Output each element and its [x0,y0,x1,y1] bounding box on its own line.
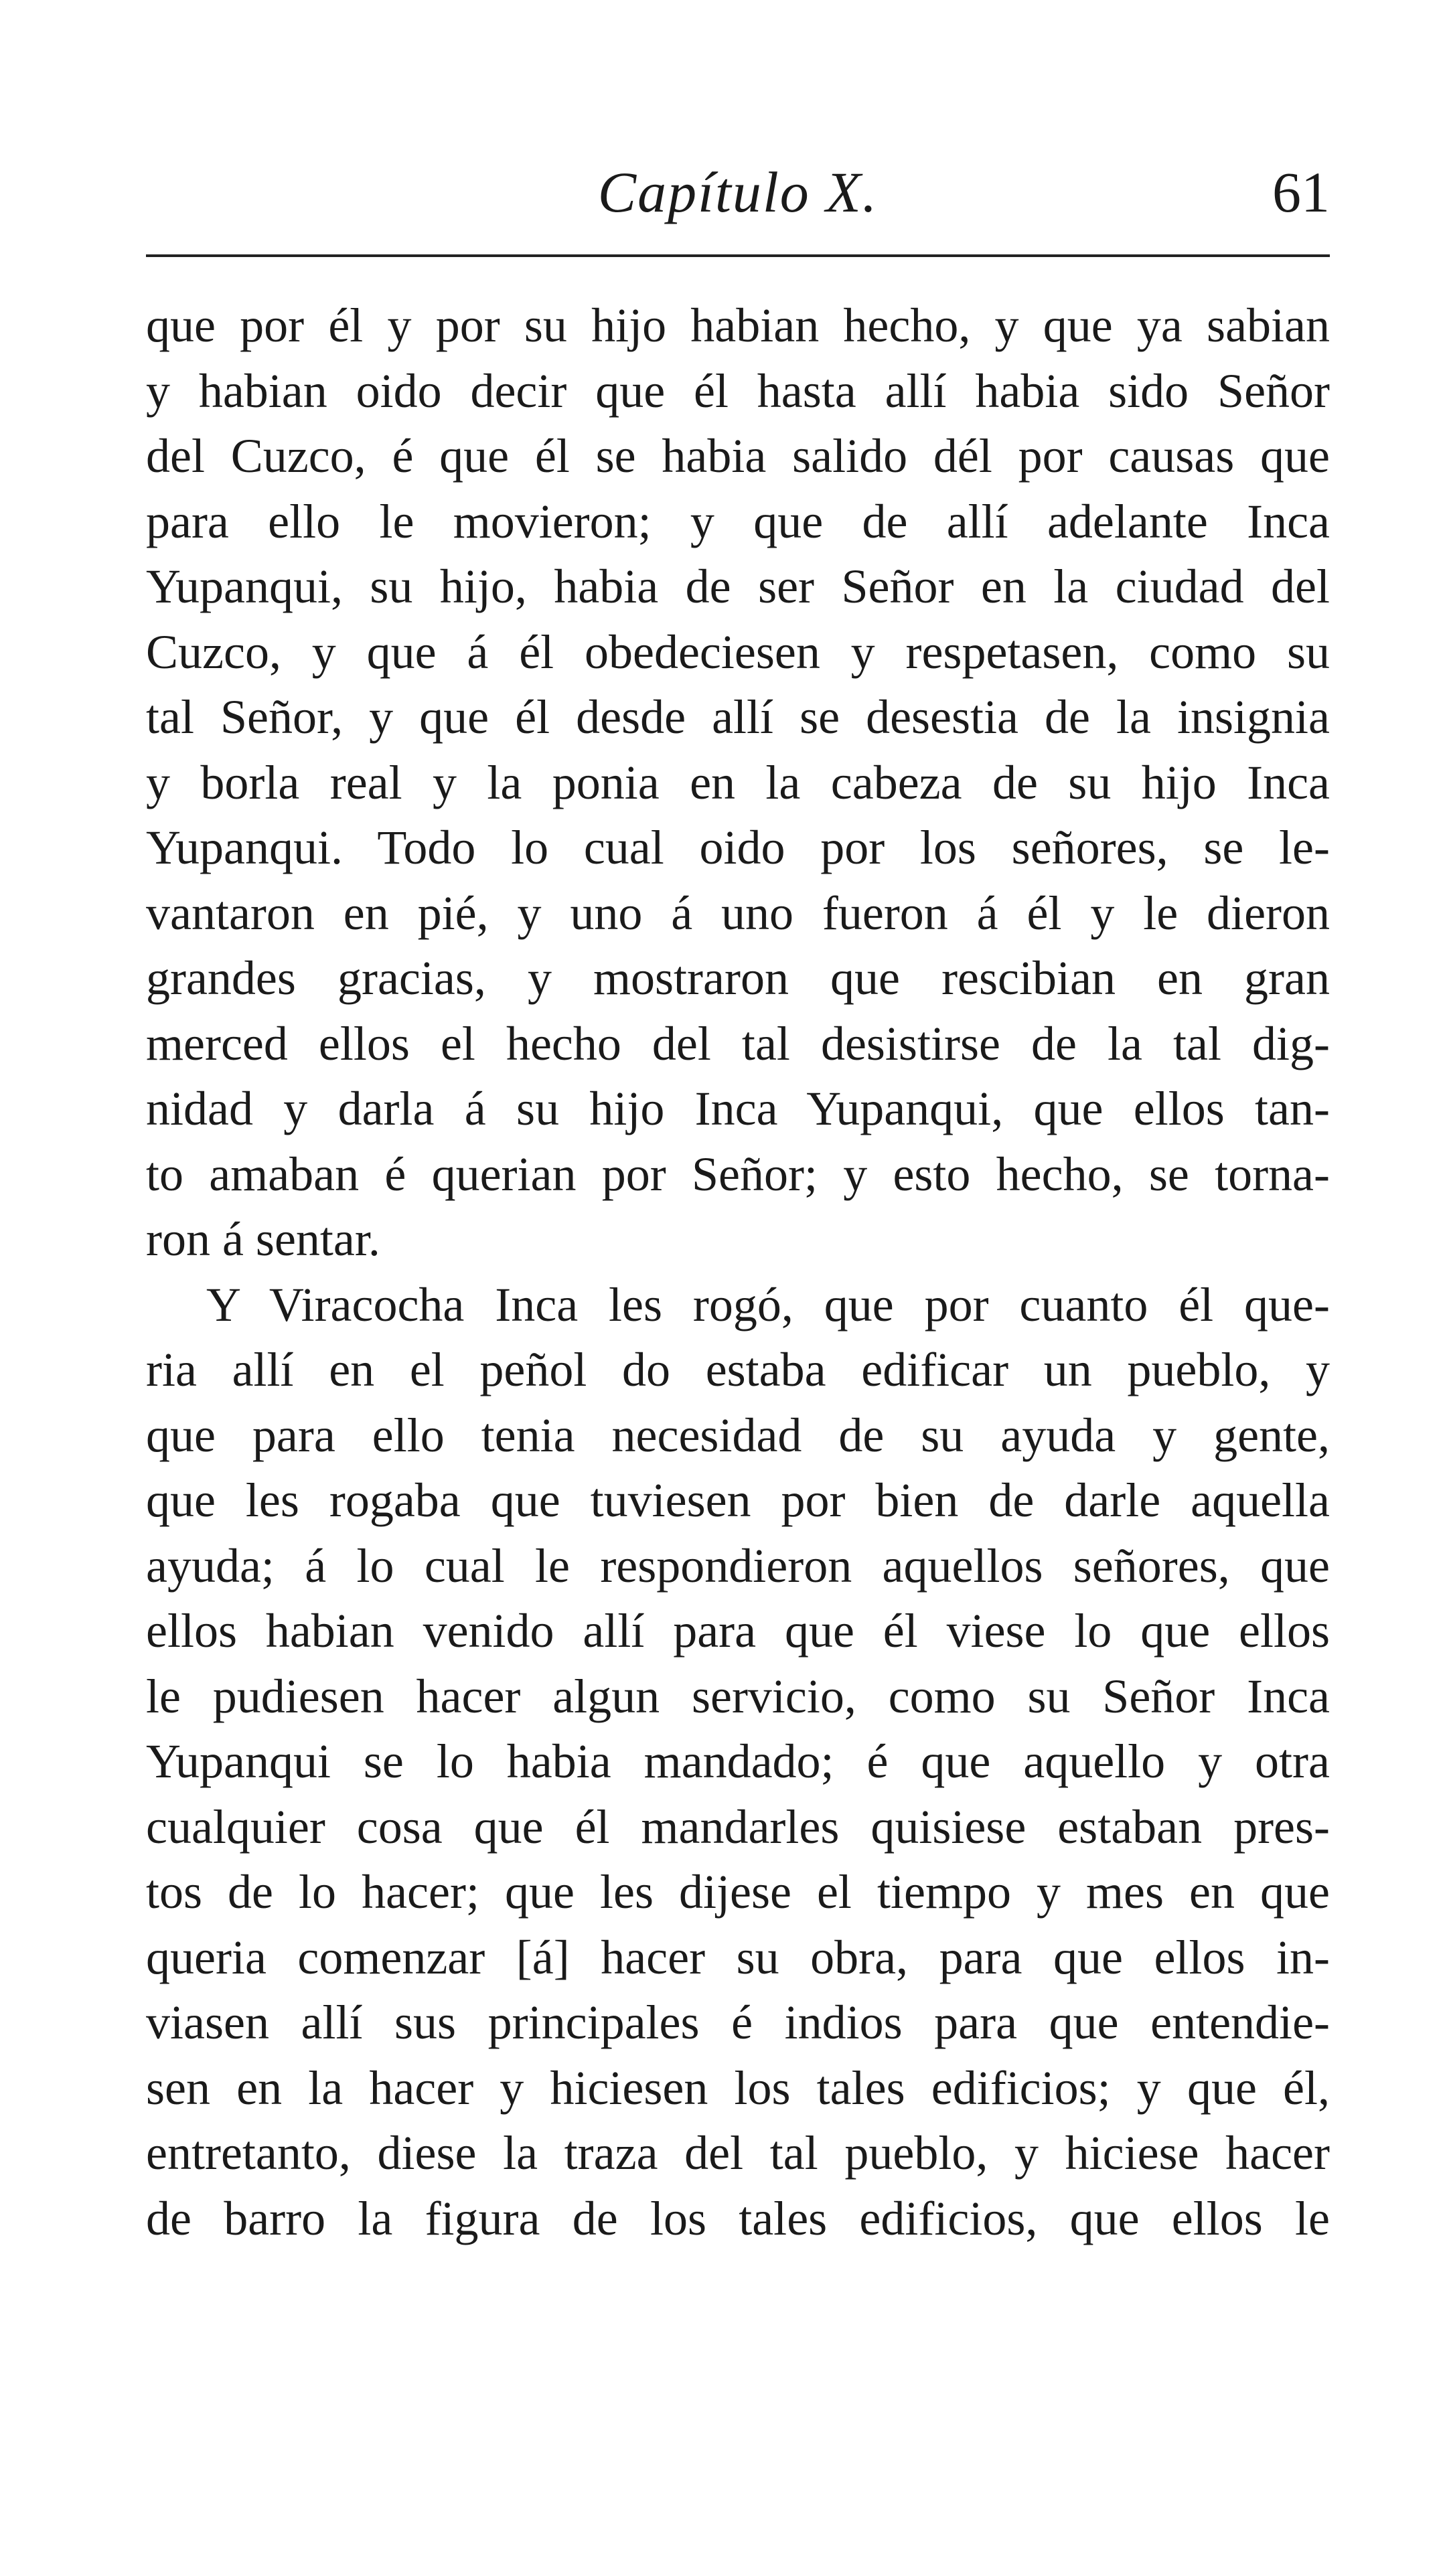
header-rule [146,254,1330,257]
text-line: tal Señor, y que él desde allí se desestia de la insignia [146,690,1330,744]
text-line: to amaban é querian por Señor; y esto hecho, se torna- [146,1147,1330,1201]
text-line: Cuzco, y que á él obedeciesen y respetasen, como su [146,625,1330,679]
text-line: Yupanqui se lo habia mandado; é que aquello y otra [146,1735,1330,1788]
chapter-title: Capítulo X. [597,160,879,224]
text-line: que por él y por su hijo habian hecho, y que ya sabian [146,299,1330,352]
text-line: y borla real y la ponia en la cabeza de su hijo Inca [146,755,1330,809]
text-line: grandes gracias, y mostraron que rescibian en gran [146,951,1330,1005]
text-line: tos de lo hacer; que les dijese el tiempo y mes en que [146,1865,1330,1919]
paragraph-last-line: ron á sentar. [146,1212,380,1266]
text-line: de barro la figura de los tales edificios, que ellos le [146,2191,1330,2245]
text-line: ria allí en el peñol do estaba edificar un pueblo, y [146,1343,1330,1396]
body-text [146,293,1330,2251]
text-line: vantaron en pié, y uno á uno fueron á él y le dieron [146,886,1330,940]
text-line: Yupanqui, su hijo, habia de ser Señor en la ciudad del [146,560,1330,613]
text-line: ayuda; á lo cual le respondieron aquellos señores, que [146,1538,1330,1593]
text-line: que les rogaba que tuviesen por bien de darle aquella [146,1473,1330,1527]
text-line: Yupanqui. Todo lo cual oido por los señores, se le- [146,821,1330,874]
text-line: y habian oido decir que él hasta allí habia sido Señor [146,364,1330,418]
paragraph-first-line: Y Viracocha Inca les rogó, que por cuanto él que- [206,1277,1330,1332]
text-line: nidad y darla á su hijo Inca Yupanqui, que ellos tan- [146,1082,1330,1135]
text-line: viasen allí sus principales é indios para que entendie- [146,1996,1330,2049]
running-head [146,155,1330,229]
text-line: del Cuzco, é que él se habia salido dél por causas que [146,429,1330,483]
text-line: para ello le movieron; y que de allí adelante Inca [146,494,1330,548]
text-line: que para ello tenia necesidad de su ayuda y gente, [146,1408,1330,1462]
text-line: sen en la hacer y hiciesen los tales edificios; y que él, [146,2061,1330,2115]
page-number: 61 [1272,160,1330,224]
text-line: le pudiesen hacer algun servicio, como su Señor Inca [146,1669,1330,1723]
text-line: cualquier cosa que él mandarles quisiese estaban pres- [146,1799,1330,1854]
text-line: entretanto, diese la traza del tal pueblo, y hiciese hacer [146,2126,1330,2180]
text-line: ellos habian venido allí para que él viese lo que ellos [146,1604,1330,1658]
text-line: merced ellos el hecho del tal desistirse de la tal dig- [146,1016,1330,1070]
text-line: queria comenzar [á] hacer su obra, para que ellos in- [146,1930,1330,1984]
